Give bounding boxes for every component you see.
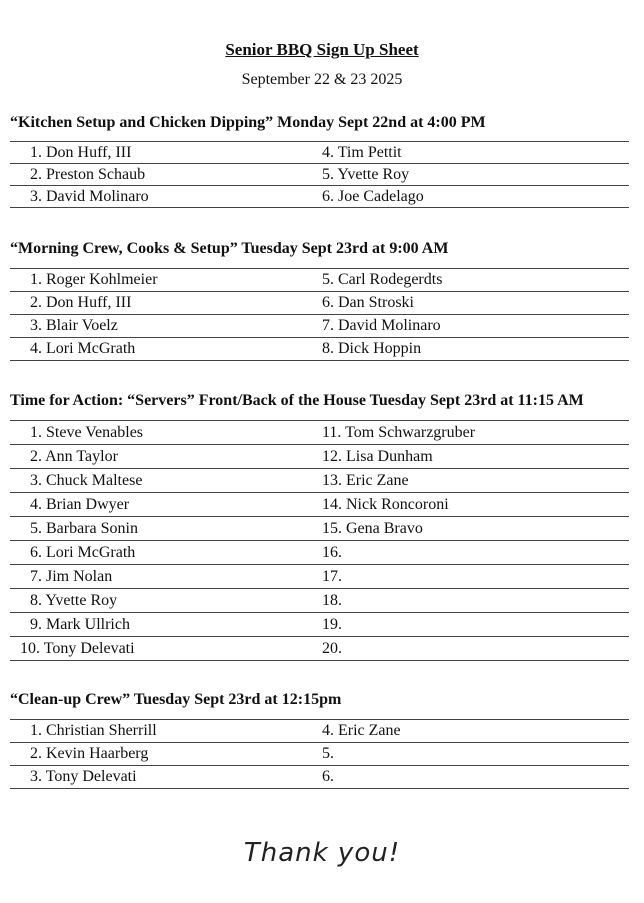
table-row (10, 589, 629, 613)
signup-slot: 8. Yvette Roy (30, 591, 118, 609)
signup-slot: 2. Don Huff, III (30, 294, 132, 311)
table-row (10, 338, 629, 361)
signup-slot: 5. Barbara Sonin (30, 519, 138, 537)
section-title-cleanup-crew: “Clean-up Crew” Tuesday Sept 23rd at 12:15pm (10, 691, 342, 708)
table-row (10, 613, 629, 637)
page-title: Senior BBQ Sign Up Sheet (225, 40, 419, 59)
page-subtitle: September 22 & 23 2025 (241, 71, 403, 88)
table-row (10, 269, 629, 292)
section-title-servers: Time for Action: “Servers” Front/Back of the House Tuesday Sept 23rd at 11:15 AM (10, 392, 584, 409)
signup-slot: 4. Eric Zane (322, 722, 401, 739)
signup-slot: 10. Tony Delevati (20, 639, 135, 657)
signup-slot: 2. Kevin Haarberg (30, 745, 149, 762)
signup-slot: 4. Tim Pettit (322, 143, 402, 161)
signup-slot: 5. Yvette Roy (322, 165, 410, 183)
table-row (10, 493, 629, 517)
signup-slot: 5. Carl Rodegerdts (322, 271, 443, 288)
signup-slot: 19. (322, 615, 342, 633)
signup-slot: 2. Ann Taylor (30, 447, 118, 465)
signup-slot: 3. Chuck Maltese (30, 471, 143, 489)
table-row (10, 766, 629, 789)
table-row (10, 637, 629, 661)
table-row (10, 164, 629, 186)
signup-table-cleanup-crew (10, 719, 629, 789)
signup-table-kitchen-setup (10, 141, 629, 208)
signup-table-servers (10, 420, 629, 661)
signup-slot: 5. (322, 745, 334, 762)
signup-slot: 1. Steve Venables (30, 423, 144, 441)
signup-slot: 3. David Molinaro (30, 187, 149, 205)
table-row (10, 565, 629, 589)
signup-slot: 16. (322, 543, 342, 561)
signup-slot: 17. (322, 567, 342, 585)
signup-slot: 13. Eric Zane (322, 471, 409, 489)
section-title-morning-crew: “Morning Crew, Cooks & Setup” Tuesday Sept 23rd at 9:00 AM (10, 240, 449, 257)
signup-slot: 1. Roger Kohlmeier (30, 271, 158, 288)
table-row (10, 469, 629, 493)
table-row (10, 186, 629, 208)
signup-slot: 2. Preston Schaub (30, 165, 146, 183)
signup-slot: 3. Tony Delevati (30, 768, 137, 785)
table-row (10, 421, 629, 445)
signup-slot: 3. Blair Voelz (30, 317, 118, 334)
signup-slot: 8. Dick Hoppin (322, 340, 422, 357)
section-title-kitchen-setup: “Kitchen Setup and Chicken Dipping” Monday Sept 22nd at 4:00 PM (10, 114, 486, 131)
signup-slot: 6. Lori McGrath (30, 543, 136, 561)
table-row (10, 292, 629, 315)
signup-slot: 11. Tom Schwarzgruber (322, 423, 476, 441)
thank-you-note: Thank you! (243, 838, 401, 868)
table-row (10, 517, 629, 541)
table-row (10, 315, 629, 338)
signup-slot: 20. (322, 639, 342, 657)
table-row (10, 541, 629, 565)
signup-slot: 4. Lori McGrath (30, 340, 136, 357)
table-row (10, 142, 629, 164)
table-row (10, 743, 629, 766)
signup-slot: 1. Christian Sherrill (30, 722, 157, 739)
signup-slot: 15. Gena Bravo (322, 519, 423, 537)
table-row (10, 720, 629, 743)
signup-slot: 6. Dan Stroski (322, 294, 414, 311)
signup-slot: 7. David Molinaro (322, 317, 441, 334)
signup-slot: 4. Brian Dwyer (30, 495, 130, 513)
signup-slot: 12. Lisa Dunham (322, 447, 433, 465)
signup-slot: 14. Nick Roncoroni (322, 495, 449, 513)
signup-slot: 1. Don Huff, III (30, 143, 132, 161)
signup-slot: 6. Joe Cadelago (322, 187, 424, 205)
signup-slot: 9. Mark Ullrich (30, 615, 130, 633)
signup-slot: 6. (322, 768, 334, 785)
table-row (10, 445, 629, 469)
signup-table-morning-crew (10, 268, 629, 361)
signup-slot: 18. (322, 591, 342, 609)
signup-slot: 7. Jim Nolan (30, 567, 113, 585)
